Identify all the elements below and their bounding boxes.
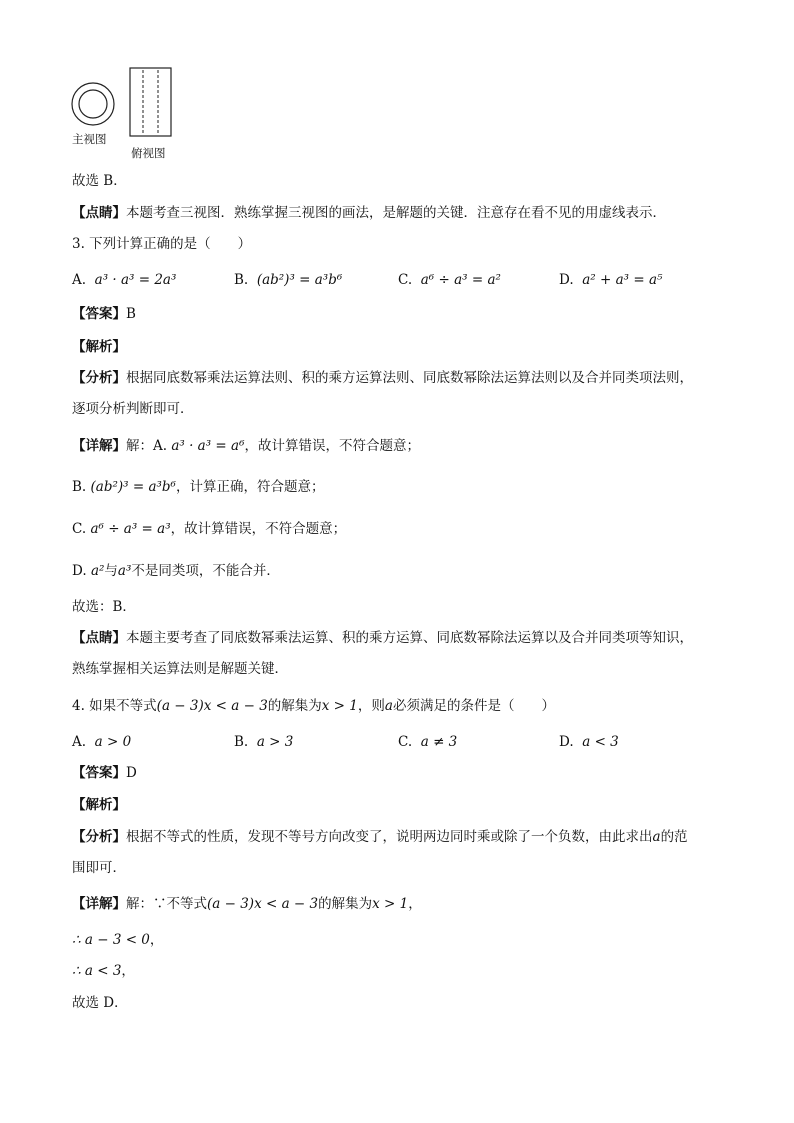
q3-option-a-expr: a³ · a³ = 2a³ bbox=[94, 272, 177, 288]
top-view-drawing bbox=[130, 68, 171, 136]
q4-step-1: ∴ a − 3 < 0， bbox=[72, 932, 164, 948]
q3-answer: 【答案】B bbox=[72, 306, 136, 322]
q4-analysis-tag: 【解析】 bbox=[72, 797, 126, 813]
q3-comment-line1: 【点睛】本题主要考查了同底数幂乘法运算、积的乘方运算、同底数幂除法运算以及合并同类项等知识， bbox=[72, 630, 693, 646]
q3-option-b-expr: (ab²)³ = a³b⁶ bbox=[256, 272, 343, 288]
q3-option-c: C. a⁶ ÷ a³ = a² bbox=[398, 272, 501, 288]
q3-fenxi-line2: 逐项分析判断即可． bbox=[72, 401, 194, 417]
q3-detail-b: B. (ab²)³ = a³b⁶，计算正确，符合题意； bbox=[72, 479, 325, 495]
q3-choice: 故选：B． bbox=[72, 599, 136, 615]
front-view-drawing bbox=[72, 83, 114, 125]
top-view-label: 俯视图 bbox=[131, 146, 166, 160]
q4-choice: 故选 D． bbox=[72, 995, 128, 1011]
q4-option-a: A. a > 0 bbox=[72, 734, 132, 750]
q4-answer-value: D bbox=[126, 765, 137, 781]
q4-stem: 4. 如果不等式(a − 3)x < a − 3的解集为x > 1，则a必须满足的条件是（ ） bbox=[72, 698, 555, 714]
q3-option-c-expr: a⁶ ÷ a³ = a² bbox=[420, 272, 501, 288]
q3-option-d: D. a² + a³ = a⁵ bbox=[559, 272, 663, 288]
q3-option-d-expr: a² + a³ = a⁵ bbox=[582, 272, 663, 288]
q3-answer-value: B bbox=[126, 306, 136, 322]
q4-detail-line1: 【详解】解：∵不等式(a − 3)x < a − 3的解集为x > 1， bbox=[72, 896, 422, 912]
three-view-figure bbox=[0, 0, 794, 170]
q3-detail-c: C. a⁶ ÷ a³ = a³，故计算错误，不符合题意； bbox=[72, 521, 347, 537]
q2-comment-text: 本题考查三视图．熟练掌握三视图的画法，是解题的关键．注意存在看不见的用虚线表示． bbox=[126, 205, 666, 221]
q3-option-b: B. (ab²)³ = a³b⁶ bbox=[234, 272, 343, 288]
q4-option-b: B. a > 3 bbox=[234, 734, 294, 750]
q4-answer: 【答案】D bbox=[72, 765, 137, 781]
q4-stem-inequality: (a − 3)x < a − 3 bbox=[156, 698, 268, 714]
q3-fenxi-line1: 【分析】根据同底数幂乘法运算法则、积的乘方运算法则、同底数幂除法运算法则以及合并同类项法则， bbox=[72, 370, 693, 386]
q4-option-c: C. a ≠ 3 bbox=[398, 734, 458, 750]
q3-analysis-tag: 【解析】 bbox=[72, 339, 126, 355]
q4-fenxi-line2: 围即可． bbox=[72, 860, 126, 876]
q2-choice: 故选 B． bbox=[72, 173, 127, 189]
q3-detail-a: 【详解】解：A. a³ · a³ = a⁶，故计算错误，不符合题意； bbox=[72, 438, 420, 454]
q4-fenxi-line1: 【分析】根据不等式的性质，发现不等号方向改变了，说明两边同时乘或除了一个负数，由此求出a的范 bbox=[72, 829, 688, 845]
q4-step-2: ∴ a < 3， bbox=[72, 963, 135, 979]
q3-stem: 3. 下列计算正确的是（ ） bbox=[72, 236, 252, 252]
front-view-label: 主视图 bbox=[72, 132, 107, 146]
q2-comment bbox=[72, 204, 666, 222]
q3-comment-line2: 熟练掌握相关运算法则是解题关键． bbox=[72, 661, 288, 677]
q3-detail-d: D. a²与a³不是同类项，不能合并． bbox=[72, 563, 280, 579]
q3-option-a: A. a³ · a³ = 2a³ bbox=[72, 272, 177, 288]
q2-comment-tag: 【点睛】 bbox=[72, 205, 126, 221]
q4-option-d: D. a < 3 bbox=[559, 734, 619, 750]
